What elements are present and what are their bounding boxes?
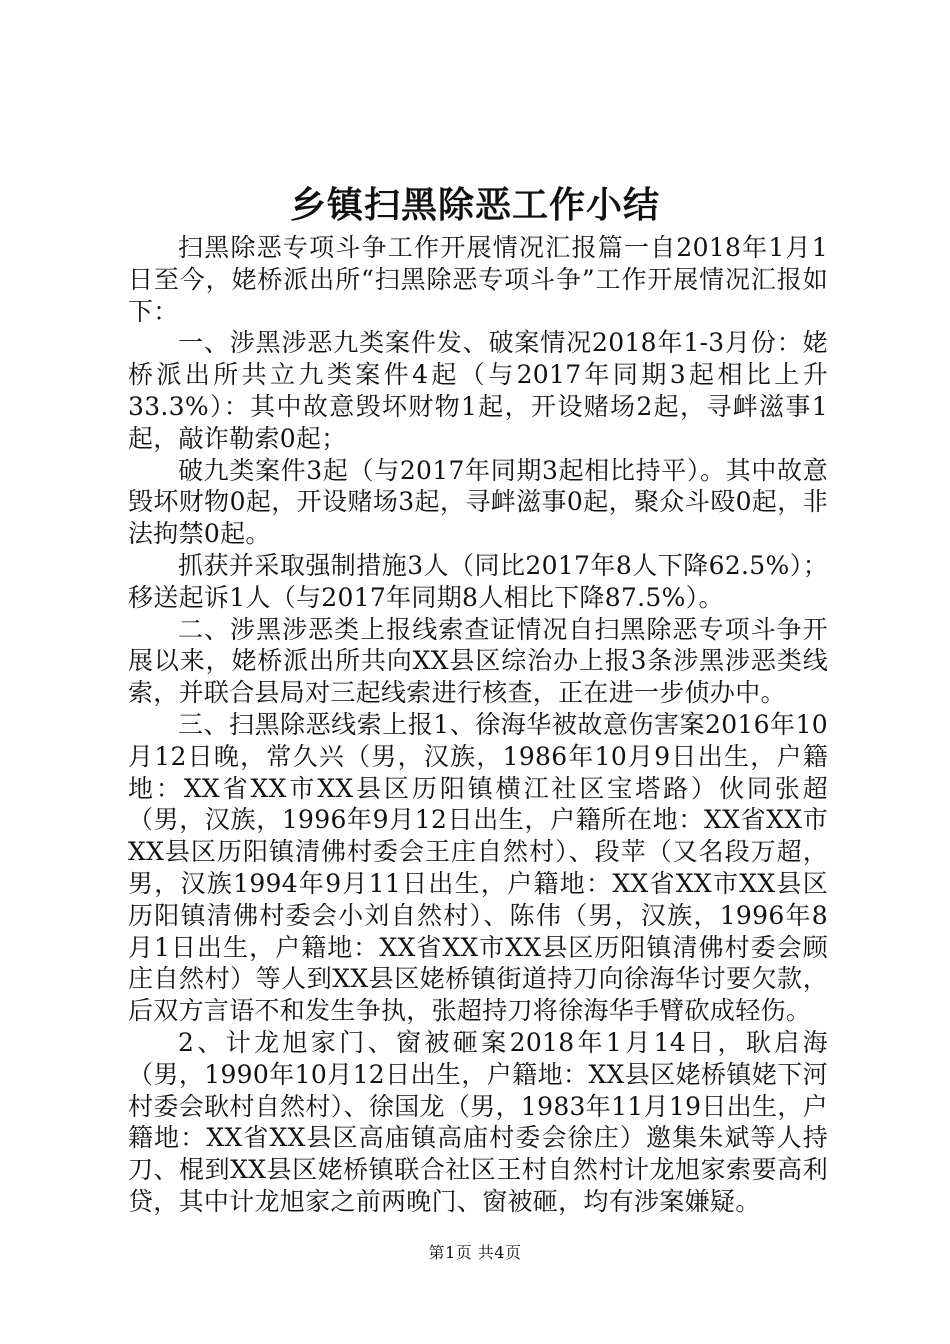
- paragraph-leads-verification: 二、涉黑涉恶类上报线索查证情况自扫黑除恶专项斗争开展以来，姥桥派出所共向XX县区综治办上报3条涉黑涉恶类线索，并联合县局对三起线索进行核查，正在进一步侦办中。: [128, 614, 828, 708]
- paragraph-case-statistics: 一、涉黑涉恶九类案件发、破案情况2018年1-3月份：姥桥派出所共立九类案件4起（与2017年同期3起相比上升33.3%）：其中故意毁坏财物1起，开设赌场2起，寻衅滋事1起，敲诈勒索0起；: [128, 328, 828, 453]
- paragraph-lead-case-1: 三、扫黑除恶线索上报1、徐海华被故意伤害案2016年10月12日晚，常久兴（男，汉族，1986年10月9日出生，户籍地：XX省XX市XX县区历阳镇横江社区宝塔路）伙同张超（男，汉族，1996年9月12日出生，户籍所在地：XX省XX市XX县区历阳镇清佛村委会王庄自然村）、段苹（又名段万超，男，汉族1994年9月11日出生，户籍地：XX省XX市XX县区历阳镇清佛村委会小刘自然村）、陈伟（男，汉族，1996年8月1日出生，户籍地：XX省XX市XX县区历阳镇清佛村委会顾庄自然村）等人到XX县区姥桥镇街道持刀向徐海华讨要欠款，后双方言语不和发生争执，张超持刀将徐海华手臂砍成轻伤。: [128, 709, 828, 1026]
- page-title: 乡镇扫黑除恶工作小结: [289, 185, 660, 226]
- paragraph-cases-solved: 破九类案件3起（与2017年同期3起相比持平）。其中故意毁坏财物0起，开设赌场3起，寻衅滋事0起，聚众斗殴0起，非法拘禁0起。: [128, 455, 828, 549]
- document-body: [128, 232, 828, 1218]
- page-number-footer: 第1页 共4页: [428, 1243, 522, 1262]
- paragraph-intro: 扫黑除恶专项斗争工作开展情况汇报篇一自2018年1月1日至今，姥桥派出所“扫黑除恶专项斗争”工作开展情况汇报如下：: [128, 233, 828, 326]
- paragraph-arrests: 抓获并采取强制措施3人（同比2017年8人下降62.5%）；移送起诉1人（与2017年同期8人相比下降87.5%）。: [128, 550, 828, 612]
- paragraph-lead-case-2: 2、计龙旭家门、窗被砸案2018年1月14日，耿启海（男，1990年10月12日出生，户籍地：XX县区姥桥镇姥下河村委会耿村自然村）、徐国龙（男，1983年11月19日出生，户籍地：XX省XX县区高庙镇高庙村委会徐庄）邀集朱斌等人持刀、棍到XX县区姥桥镇联合社区王村自然村计龙旭家索要高利贷，其中计龙旭家之前两晚门、窗被砸，均有涉案嫌疑。: [128, 1027, 828, 1216]
